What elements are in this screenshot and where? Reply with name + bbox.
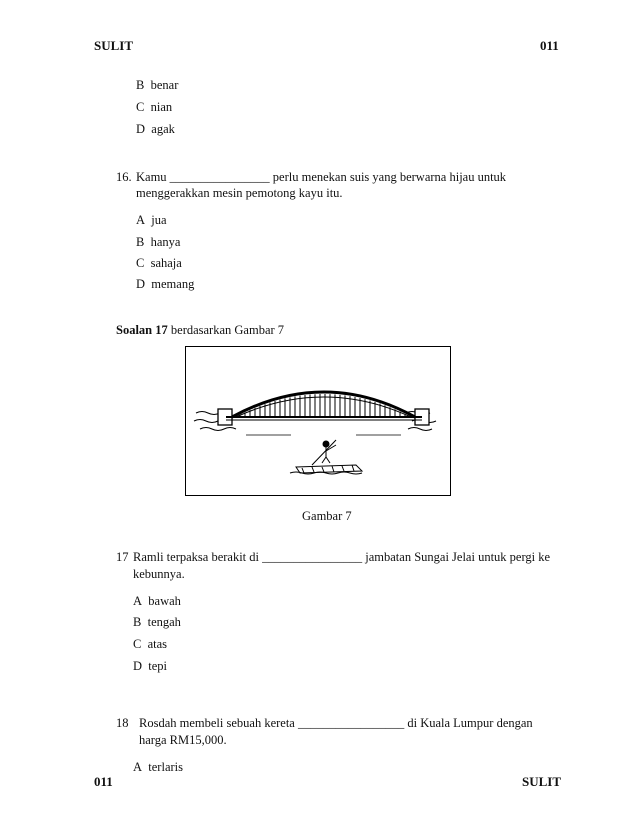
q17-line2: kebunnya. [133, 567, 185, 581]
figure-7-box [185, 346, 451, 496]
q16-option-b: B hanya [136, 235, 181, 249]
q17-option-d: D tepi [133, 659, 168, 673]
q17-number: 17 [116, 550, 129, 564]
q17-option-c: C atas [133, 637, 168, 651]
q18-line2: harga RM15,000. [139, 733, 227, 747]
q18-option-a: A terlaris [133, 760, 183, 774]
footer-right: SULIT [522, 774, 562, 789]
prev-option-b: B benar [136, 78, 179, 92]
q16-option-a: A jua [136, 213, 167, 227]
q18-number: 18 [116, 716, 129, 730]
header-left: SULIT [94, 38, 134, 53]
header-right: 011 [540, 38, 559, 53]
footer-left: 011 [94, 774, 113, 789]
q17-option-a: A bawah [133, 594, 181, 608]
q17-line1: Ramli terpaksa berakit di ________________ jambatan Sungai Jelai untuk pergi ke [133, 550, 551, 564]
q16-option-d: D memang [136, 277, 195, 291]
q17-option-b: B tengah [133, 615, 181, 629]
q16-line2: menggerakkan mesin pemotong kayu itu. [136, 186, 343, 200]
q18-line1: Rosdah membeli sebuah kereta _________________ di Kuala Lumpur dengan [139, 716, 533, 730]
bridge-raft-illustration [186, 347, 449, 494]
prev-option-d: D agak [136, 122, 175, 136]
q16-option-c: C sahaja [136, 256, 182, 270]
section17-intro: Soalan 17 berdasarkan Gambar 7 [116, 323, 285, 337]
q16-line1: Kamu ________________ perlu menekan suis yang berwarna hijau untuk [136, 170, 507, 184]
prev-option-c: C nian [136, 100, 173, 114]
figure-caption: Gambar 7 [302, 509, 352, 523]
q16-number: 16. [116, 170, 132, 184]
